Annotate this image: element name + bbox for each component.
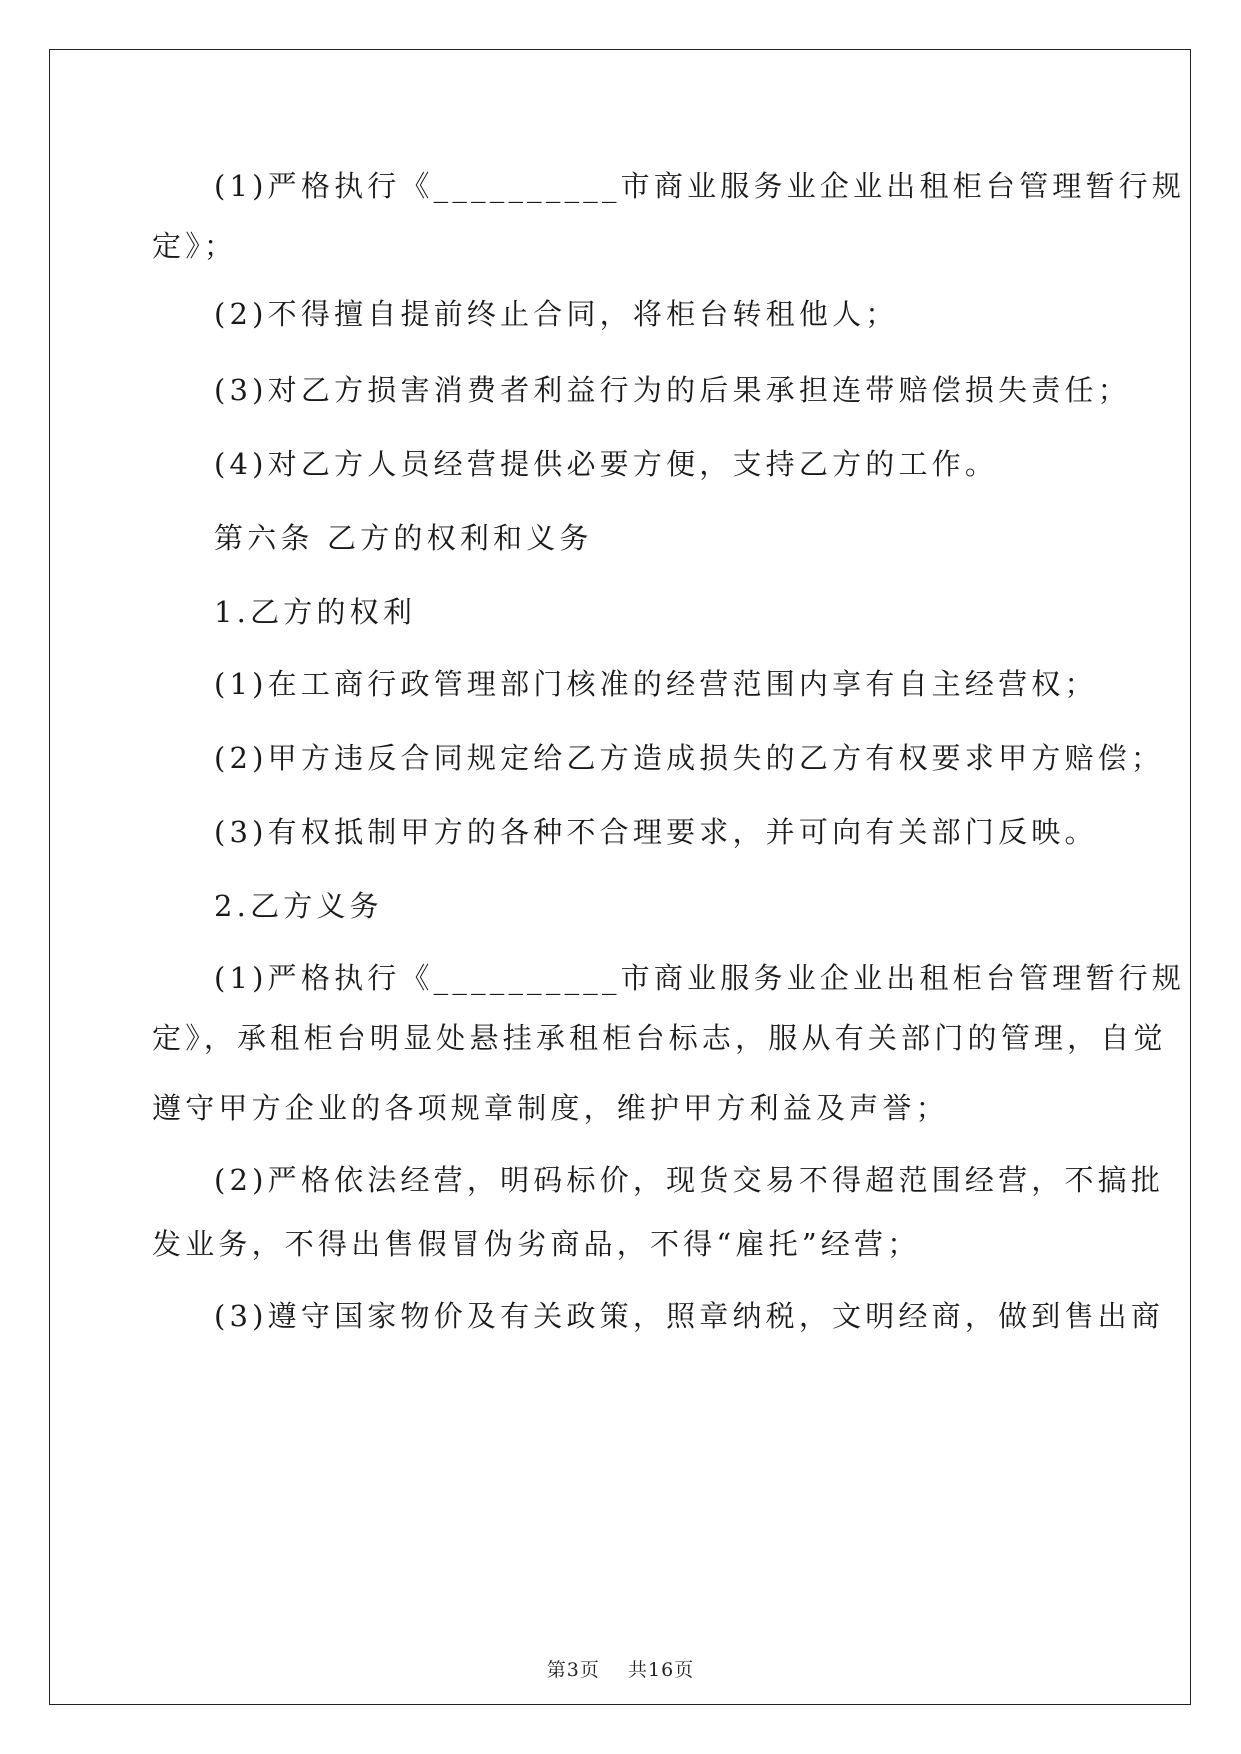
page-footer [0, 1655, 1241, 1682]
subsection-heading: 1.乙方的权利 [214, 595, 417, 629]
paragraph-line: (3)对乙方损害消费者利益行为的后果承担连带赔偿损失责任； [214, 373, 1131, 407]
paragraph-line: (2)甲方违反合同规定给乙方造成损失的乙方有权要求甲方赔偿； [214, 741, 1165, 775]
paragraph-line: (2)不得擅自提前终止合同，将柜台转租他人； [214, 297, 899, 331]
paragraph-line: (2)严格依法经营，明码标价，现货交易不得超范围经营，不搞批 [214, 1163, 1165, 1197]
paragraph-line: (3)遵守国家物价及有关政策，照章纳税，文明经商，做到售出商 [214, 1299, 1165, 1333]
paragraph-line: (1)在工商行政管理部门核准的经营范围内享有自主经营权； [214, 667, 1098, 701]
paragraph-line: 发业务，不得出售假冒伪劣商品，不得“雇托”经营； [152, 1227, 921, 1261]
paragraph-line: (3)有权抵制甲方的各种不合理要求，并可向有关部门反映。 [214, 815, 1098, 849]
paragraph-line: (1)严格执行《__________市商业服务业企业出租柜台管理暂行规 [214, 961, 1186, 995]
paragraph-line: 定》，承租柜台明显处悬挂承租柜台标志，服从有关部门的管理，自觉 [152, 1021, 1167, 1055]
paragraph-line: 定》； [152, 229, 238, 263]
subsection-heading: 2.乙方义务 [214, 889, 383, 923]
section-heading: 第六条 乙方的权利和义务 [214, 521, 593, 555]
paragraph-line: (4)对乙方人员经营提供必要方便，支持乙方的工作。 [214, 447, 999, 481]
paragraph-line: 遵守甲方企业的各项规章制度，维护甲方利益及声誉； [152, 1091, 949, 1125]
paragraph-line: (1)严格执行《__________市商业服务业企业出租柜台管理暂行规 [214, 169, 1186, 203]
page-number: 第3页 [546, 1659, 600, 1681]
page-total: 共16页 [628, 1659, 695, 1681]
